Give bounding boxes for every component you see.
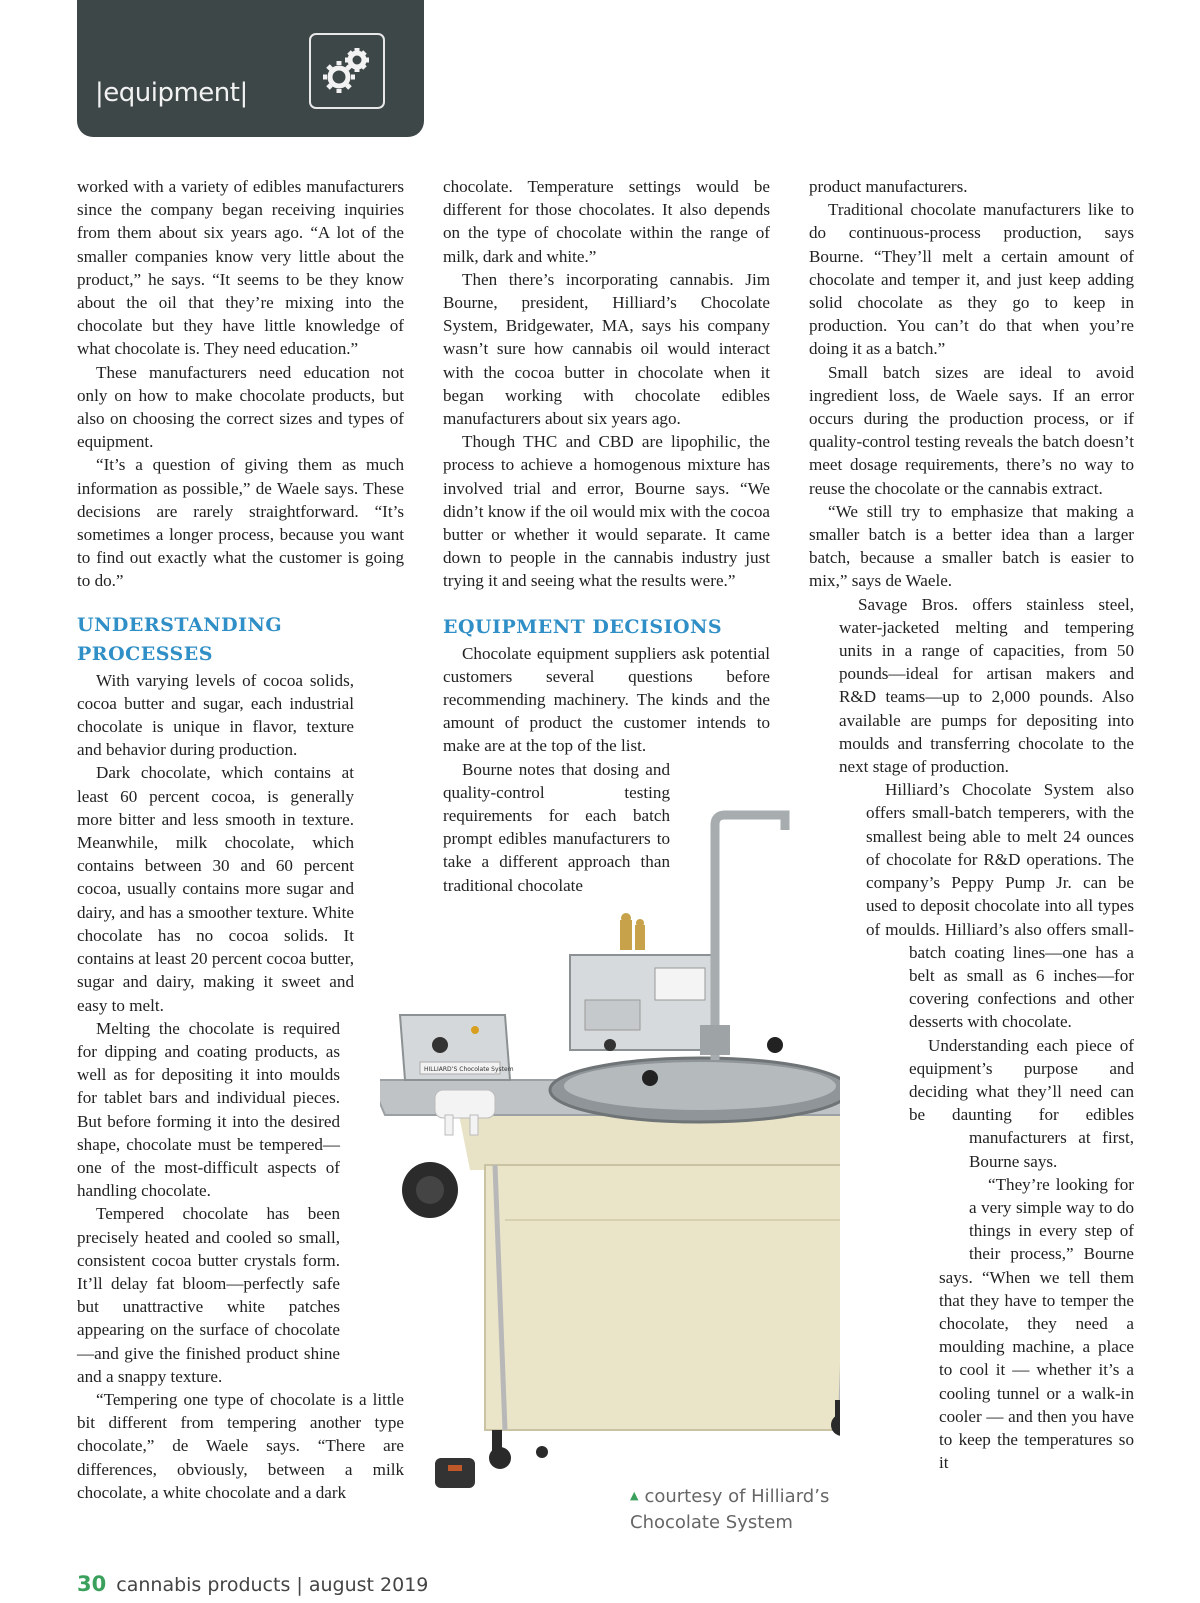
- paragraph: Traditional chocolate manufacturers like to do continuous-process production, says Bourne. “They’ll melt a certain amount of chocolate and temper it, and just keep adding solid chocolate as they go to keep in production. You can’t do that when you’re doing it as a batch.”: [809, 200, 1134, 359]
- gears-icon: [309, 33, 385, 109]
- machine-label: HILLIARD’S Chocolate System: [424, 1066, 514, 1073]
- paragraph: “It’s a question of giving them as much information as possible,” de Waele says. These decisions are rarely straightforward. “It’s sometimes a longer process, because you want to find out exactly what the customer is going to do.”: [77, 455, 404, 591]
- tempering-machine-photo: [380, 790, 840, 1530]
- photo-caption: [630, 1483, 860, 1536]
- page-number: 30: [77, 1572, 107, 1596]
- caption-line-2: Chocolate System: [630, 1512, 793, 1533]
- paragraph: Though THC and CBD are lipophilic, the process to achieve a homogenous mixture has involved trial and error, Bourne says. “We didn’t know if the oil would mix with the cocoa butter or whether it would separate. It came down to people in the cannabis industry just trying it and seeing what the results were.”: [443, 432, 770, 591]
- paragraph: Then there’s incorporating cannabis. Jim Bourne, president, Hilliard’s Chocolate System, Bridgewater, MA, says his company wasn’t sure how cannabis oil would interact with the cocoa butter in chocolate when it began working with chocolate edibles manufacturers about six years ago.: [443, 269, 770, 429]
- section-heading: UNDERSTANDING PROCESSES: [77, 613, 283, 665]
- paragraph: worked with a variety of edibles manufacturers since the company began receiving inquiries from them about six years ago. “A lot of the smaller companies know very little about the product,” he says. “It seems to be they know about the oil that they’re mixing into the chocolate but they have little knowledge of what chocolate is. They need education.”: [77, 177, 404, 359]
- section-label: |equipment|: [95, 78, 248, 108]
- foot-pedal: [435, 1458, 475, 1488]
- paragraph: Chocolate equipment suppliers ask potential customers several questions before recommending machinery. The kinds and the amount of product the customer intends to make are at the top of the list.: [443, 643, 770, 756]
- footer-separator: |: [296, 1574, 303, 1596]
- paragraph: “They’re looking for a very simple way to do things in every step of their process,” Bourne says. “When we tell them that they have to temper the chocolate, they need a moulding machine, a place to cool it — whether it’s a cooling tunnel or a walk-in cooler — and then you have to keep the temperatures so it: [939, 1174, 1134, 1473]
- article-column-3: [809, 175, 1134, 1603]
- article-column-1: [77, 175, 404, 1504]
- paragraph: product manufacturers.: [809, 177, 968, 196]
- caption-line-1: courtesy of Hilliard’s: [644, 1486, 830, 1507]
- paragraph: Melting the chocolate is required for dipping and coating products, as well as for depositing it into moulds for tablet bars and individual pieces. But before forming it into the desired shape, chocolate must be tempered—one of the most-difficult aspects of handling chocolate.: [77, 1018, 340, 1201]
- paragraph: With varying levels of cocoa solids, cocoa butter and sugar, each industrial chocolate is unique in flavor, texture and behavior during production.: [77, 670, 354, 760]
- paragraph: “Tempering one type of chocolate is a little bit different from tempering another type chocolate,” de Waele says. “There are differences, obviously, between a milk chocolate, a white chocolate and a dark: [77, 1389, 404, 1502]
- section-heading: EQUIPMENT DECISIONS: [443, 615, 723, 638]
- paragraph: Dark chocolate, which contains at least 60 percent cocoa, is generally more bitter and less smooth in texture. Meanwhile, milk chocolate, which contains between 30 and 60 percent cocoa, usually contains more sugar and dairy, and has a smoother texture. White chocolate has no cocoa solids. It contains at least 20 percent cocoa butter, sugar and dairy, making it sweet and easy to melt.: [77, 763, 354, 1015]
- brass-valves: [620, 913, 645, 950]
- paragraph: Savage Bros. offers stainless steel, water-jacketed melting and tempering units in a range of capacities, from 50 pounds—ideal for artisan makers and R&D teams—up to 2,000 pounds. Also available are pumps for depositing into moulds and transferring chocolate to the next stage of production.: [839, 594, 1134, 777]
- issue-date: august 2019: [308, 1574, 429, 1596]
- page-footer: [77, 1572, 428, 1596]
- paragraph: Small batch sizes are ideal to avoid ingredient loss, de Waele says. If an error occurs during the production process, or if quality-control testing reveals the batch doesn’t meet dosage requirements, there’s no way to reuse the chocolate or the cannabis extract.: [809, 362, 1134, 498]
- cabinet-body: [485, 1165, 840, 1430]
- paragraph: These manufacturers need education not only on how to make chocolate products, but also on choosing the correct sizes and types of equipment.: [77, 362, 404, 452]
- paragraph: Bourne notes that dosing and quality-control testing requirements for each batch prompt edibles manufacturers to take a different approach than traditional chocolate: [443, 759, 670, 895]
- paragraph: Hilliard’s Chocolate System also offers small-batch temperers, with the smallest being able to melt 24 ounces of chocolate for R&D operations. The company’s Peppy Pump Jr. can be used to deposit chocolate into all types of moulds. Hilliard’s also offers small-batch coating lines—one has a belt as small as 6 inches—for covering confections and other desserts with chocolate.: [866, 780, 1134, 1032]
- paragraph: Understanding each piece of equipment’s purpose and deciding what they’ll need can be daunting for edibles manufacturers at first, Bourne says.: [909, 1035, 1134, 1171]
- paragraph: “We still try to emphasize that making a smaller batch is a better idea than a larger batch, because a smaller batch is easier to mix,” says de Waele.: [809, 501, 1134, 591]
- dispensing-spout: [715, 815, 785, 1060]
- publication-name: cannabis products: [116, 1574, 291, 1596]
- section-header-tab: [77, 0, 424, 137]
- paragraph: chocolate. Temperature settings would be different for those chocolates. It also depends on the type of chocolate within the range of milk, dark and white.”: [443, 177, 770, 266]
- triangle-up-icon: ▲: [630, 1489, 639, 1502]
- paragraph: Tempered chocolate has been precisely heated and cooled so small, consistent cocoa butter crystals form. It’ll delay fat bloom—perfectly safe but unattractive white patches appearing on the surface of chocolate—and give the finished product shine and a snappy texture.: [77, 1204, 340, 1386]
